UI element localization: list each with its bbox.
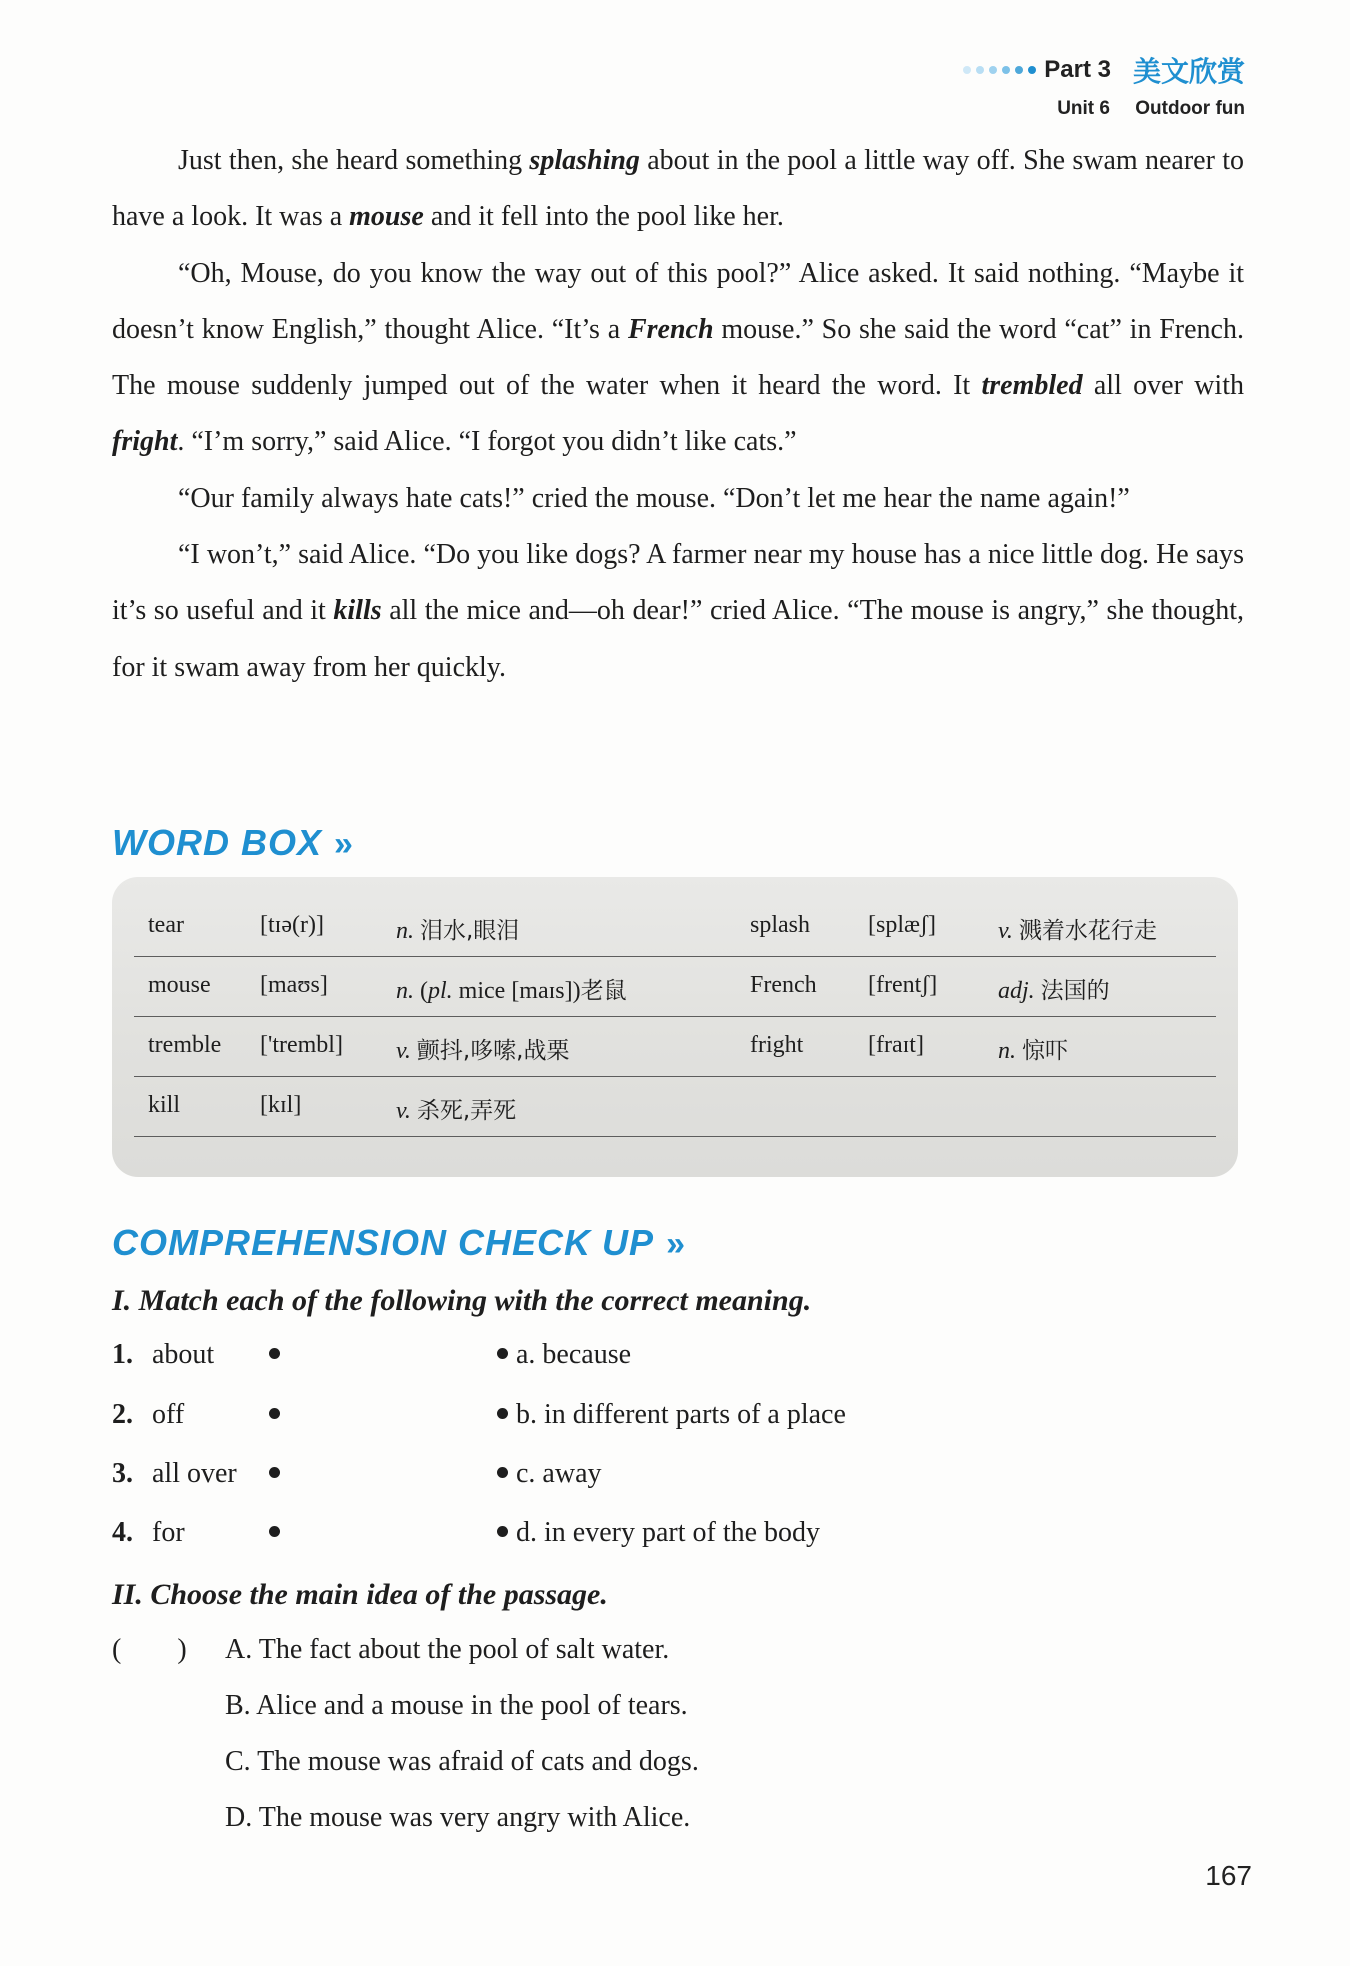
dot-6	[1028, 66, 1036, 74]
vocab-word: French	[750, 972, 817, 998]
running-header	[963, 50, 1245, 120]
vocab-row	[134, 897, 1216, 957]
keyword-fright: fright	[112, 426, 178, 458]
vocab-word: mouse	[148, 972, 211, 998]
comprehension-heading	[112, 1222, 686, 1264]
text-run: Just then, she heard something	[178, 145, 530, 176]
chinese-meaning: 老鼠	[580, 978, 627, 1004]
chinese-meaning: 杀死,弄死	[416, 1098, 517, 1124]
match-dot-left[interactable]	[269, 1408, 280, 1419]
vocab-meaning	[396, 972, 627, 1005]
keyword-trembled: trembled	[981, 370, 1083, 402]
page-number: 167	[1205, 1860, 1252, 1891]
keyword-splashing: splashing	[529, 145, 640, 176]
match-item	[112, 1458, 1112, 1498]
choice-a[interactable]: A. The fact about the pool of salt water.	[225, 1634, 670, 1665]
chinese-meaning: 法国的	[1040, 978, 1110, 1004]
vocab-meaning	[998, 972, 1110, 1005]
text-run: . “I’m sorry,” said Alice. “I forgot you didn’t like cats.”	[177, 426, 797, 458]
match-dot-left[interactable]	[269, 1467, 280, 1478]
item-meaning: a. because	[516, 1339, 632, 1370]
match-item	[112, 1339, 1112, 1379]
paragraph-1	[112, 133, 1244, 246]
item-number: 2.	[112, 1399, 133, 1430]
vocab-phonetic: [maʊs]	[260, 972, 328, 998]
comprehension-title: COMPREHENSION CHECK UP	[112, 1222, 655, 1263]
vocab-meaning	[998, 912, 1157, 945]
keyword-french: French	[627, 313, 714, 345]
item-word: for	[152, 1517, 185, 1548]
match-dot-right[interactable]	[497, 1526, 508, 1537]
vocab-word: fright	[750, 1032, 804, 1058]
question-2-title: II. Choose the main idea of the passage.	[112, 1578, 608, 1611]
double-chevron-icon: »	[334, 825, 354, 863]
vocab-phonetic: ['trembl]	[260, 1032, 343, 1058]
text-run: “I won’t,” said Alice. “Do you like dogs? A farmer near my house has a nice little dog. He says it’s so useful and it	[112, 539, 1244, 627]
word-box-heading	[112, 822, 354, 864]
plural-abbr: pl.	[428, 978, 453, 1004]
item-word: all over	[152, 1458, 237, 1489]
vocab-word: tear	[148, 912, 184, 938]
match-dot-right[interactable]	[497, 1467, 508, 1478]
word-box-title: WORD BOX	[112, 822, 322, 863]
vocab-meaning	[396, 912, 519, 945]
reading-passage	[112, 133, 1244, 696]
text-run: about in the pool a little way off. She swam nearer to have a look. It was a	[112, 145, 1244, 233]
vocab-meaning	[396, 1092, 516, 1125]
part-label: Part 3	[1044, 56, 1111, 83]
match-item	[112, 1517, 1112, 1557]
vocab-row	[134, 1077, 1216, 1137]
dot-2	[976, 66, 984, 74]
decorative-dots	[963, 66, 1036, 74]
part-of-speech: n.	[998, 1038, 1016, 1064]
item-meaning: d. in every part of the body	[516, 1517, 821, 1548]
match-dot-left[interactable]	[269, 1348, 280, 1359]
dot-3	[989, 66, 997, 74]
part-of-speech: n.	[396, 918, 414, 944]
match-dot-left[interactable]	[269, 1526, 280, 1537]
part-chinese-title: 美文欣赏	[1132, 55, 1245, 88]
vocabulary-table	[134, 897, 1216, 1137]
vocab-word: kill	[148, 1092, 181, 1118]
keyword-mouse: mouse	[349, 201, 424, 233]
choice-c[interactable]: C. The mouse was afraid of cats and dogs.	[225, 1746, 699, 1777]
text-run: “Oh, Mouse, do you know the way out of this pool?” Alice asked. It said nothing. “Maybe it doesn’t know English,” thought Alice. “It’s a	[112, 257, 1244, 345]
dot-5	[1015, 66, 1023, 74]
vocab-word: splash	[750, 912, 810, 938]
part-of-speech: adj.	[998, 978, 1035, 1004]
item-number: 4.	[112, 1517, 133, 1548]
paragraph-4	[112, 527, 1244, 696]
text-run: all the mice and—oh dear!” cried Alice. “The mouse is angry,” she thought, for it swam away from her quickly.	[112, 595, 1245, 683]
item-word: off	[152, 1399, 185, 1430]
vocab-phonetic: [kɪl]	[260, 1092, 302, 1118]
answer-blank[interactable]: ( )	[112, 1634, 187, 1665]
vocab-phonetic: [frentʃ]	[868, 972, 938, 998]
vocab-meaning	[396, 1032, 570, 1065]
text-run: mouse.” So she said the word “cat” in French. The mouse suddenly jumped out of the water when it heard the word. It	[112, 313, 1244, 402]
part-of-speech: n.	[396, 978, 414, 1004]
choice-d[interactable]: D. The mouse was very angry with Alice.	[225, 1802, 691, 1833]
item-number: 1.	[112, 1339, 133, 1370]
item-word: about	[152, 1339, 215, 1370]
double-chevron-icon: »	[666, 1225, 686, 1263]
word-box	[112, 877, 1238, 1177]
paragraph-3: “Our family always hate cats!” cried the mouse. “Don’t let me hear the name again!”	[178, 482, 1130, 514]
part-of-speech: v.	[396, 1038, 411, 1064]
keyword-kills: kills	[333, 595, 382, 627]
dot-1	[963, 66, 971, 74]
chinese-meaning: 溅着水花行走	[1018, 918, 1157, 944]
text-run: all over with	[1082, 370, 1244, 402]
part-of-speech: v.	[396, 1098, 411, 1124]
vocab-word: tremble	[148, 1032, 222, 1058]
match-dot-right[interactable]	[497, 1408, 508, 1419]
vocab-phonetic: [tɪə(r)]	[260, 912, 324, 938]
vocab-row	[134, 1017, 1216, 1077]
chinese-meaning: 颤抖,哆嗦,战栗	[416, 1038, 570, 1064]
vocab-meaning	[998, 1032, 1068, 1065]
plural-note-open: (	[420, 978, 428, 1004]
vocab-phonetic: [splæʃ]	[868, 912, 936, 938]
chinese-meaning: 泪水,眼泪	[420, 918, 520, 944]
item-number: 3.	[112, 1458, 133, 1489]
paragraph-2	[112, 246, 1244, 471]
vocab-phonetic: [fraɪt]	[868, 1032, 924, 1058]
text-run: and it fell into the pool like her.	[423, 201, 784, 233]
question-1-title: I. Match each of the following with the correct meaning.	[112, 1284, 812, 1317]
choice-b[interactable]: B. Alice and a mouse in the pool of tears.	[225, 1690, 688, 1721]
unit-label: Unit 6	[1057, 98, 1110, 119]
match-item	[112, 1399, 1112, 1439]
item-meaning: c. away	[516, 1458, 602, 1489]
item-meaning: b. in different parts of a place	[516, 1399, 846, 1430]
plural-form: mice [maɪs])	[452, 978, 581, 1004]
match-dot-right[interactable]	[497, 1348, 508, 1359]
dot-4	[1002, 66, 1010, 74]
part-of-speech: v.	[998, 918, 1013, 944]
unit-title: Outdoor fun	[1135, 98, 1245, 119]
chinese-meaning: 惊吓	[1022, 1038, 1068, 1064]
vocab-row	[134, 957, 1216, 1017]
